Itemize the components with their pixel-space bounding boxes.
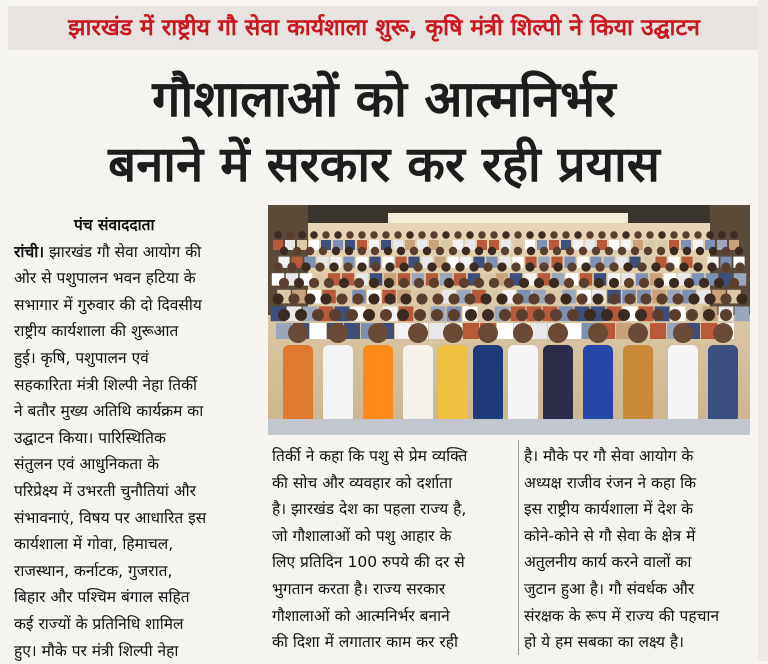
column-1-line: हुए। मौके पर मंत्री शिल्पी नेहा: [14, 638, 260, 664]
page-edge: [758, 0, 768, 661]
column-2-line: की सोच और व्यवहार को दर्शाता: [272, 470, 518, 497]
column-1-line: परिप्रेक्ष्य में उभरती चुनौतियां और: [14, 478, 260, 505]
column-1-line: राष्ट्रीय कार्यशाला की शुरूआत: [14, 318, 260, 345]
group-photo-illustration: [268, 205, 750, 435]
column-1-line: हुई। कृषि, पशुपालन एवं: [14, 345, 260, 372]
column-3-line: अध्यक्ष राजीव रंजन ने कहा कि: [524, 470, 760, 497]
kicker-headline: झारखंड में राष्ट्रीय गौ सेवा कार्यशाला शुरू, कृषि मंत्री शिल्पी ने किया उद्घाटन: [8, 6, 760, 50]
column-1-line: संतुलन एवं आधुनिकता के: [14, 451, 260, 478]
dateline-city: रांची।: [14, 243, 44, 261]
column-1-line: सहकारिता मंत्री शिल्पी नेहा तिर्की: [14, 372, 260, 399]
article-column-2: [272, 443, 518, 656]
column-2-line: तिर्की ने कहा कि पशु से प्रेम व्यक्ति: [272, 443, 518, 470]
column-1-line-1: रांची। झारखंड गौ सेवा आयोग की: [14, 239, 260, 266]
headline-line-1: गौशालाओं को आत्मनिर्भर: [0, 66, 768, 132]
column-1-line: कार्यशाला में गोवा, हिमाचल,: [14, 531, 260, 558]
column-1-line: कई राज्यों के प्रतिनिधि शामिल: [14, 611, 260, 638]
column-3-line: है। मौके पर गौ सेवा आयोग के: [524, 443, 760, 470]
column-1-line: ने बतौर मुख्य अतिथि कार्यक्रम का: [14, 398, 260, 425]
column-1-line: संभावनाएं, विषय पर आधारित इस: [14, 505, 260, 532]
column-1-line: बिहार और पश्चिम बंगाल सहित: [14, 584, 260, 611]
column-2-line: की दिशा में लगातार काम कर रही: [272, 629, 518, 656]
column-3-line: कोने-कोने से गौ सेवा के क्षेत्र में: [524, 523, 760, 550]
article-column-1: [14, 212, 260, 664]
column-3-line: हो ये हम सबका का लक्ष्य है।: [524, 629, 760, 656]
headline-line-2: बनाने में सरकार कर रही प्रयास: [0, 132, 768, 198]
column-3-line: संरक्षक के रूप में राज्य की पहचान: [524, 603, 760, 630]
column-3-line: जुटान हुआ है। गौ संवर्धक और: [524, 576, 760, 603]
column-1-line: उद्घाटन किया। पारिस्थितिक: [14, 425, 260, 452]
column-1-line: सभागार में गुरुवार की दो दिवसीय: [14, 292, 260, 319]
column-2-line: गौशालाओं को आत्मनिर्भर बनाने: [272, 603, 518, 630]
column-divider: [518, 440, 519, 655]
main-headline: [0, 66, 768, 198]
column-1-line: ओर से पशुपालन भवन हटिया के: [14, 265, 260, 292]
column-2-line: लिए प्रतिदिन 100 रुपये की दर से: [272, 549, 518, 576]
article-column-3: [524, 443, 760, 656]
column-2-line: है। झारखंड देश का पहला राज्य है,: [272, 496, 518, 523]
event-group-photo: [268, 205, 750, 435]
column-3-line: अतुलनीय कार्य करने वालों का: [524, 549, 760, 576]
column-2-line: भुगतान करता है। राज्य सरकार: [272, 576, 518, 603]
column-2-line: जो गौशालाओं को पशु आहार के: [272, 523, 518, 550]
byline: पंच संवाददाता: [14, 212, 260, 239]
column-1-line: राजस्थान, कर्नाटक, गुजरात,: [14, 558, 260, 585]
column-3-line: इस राष्ट्रीय कार्यशाला में देश के: [524, 496, 760, 523]
